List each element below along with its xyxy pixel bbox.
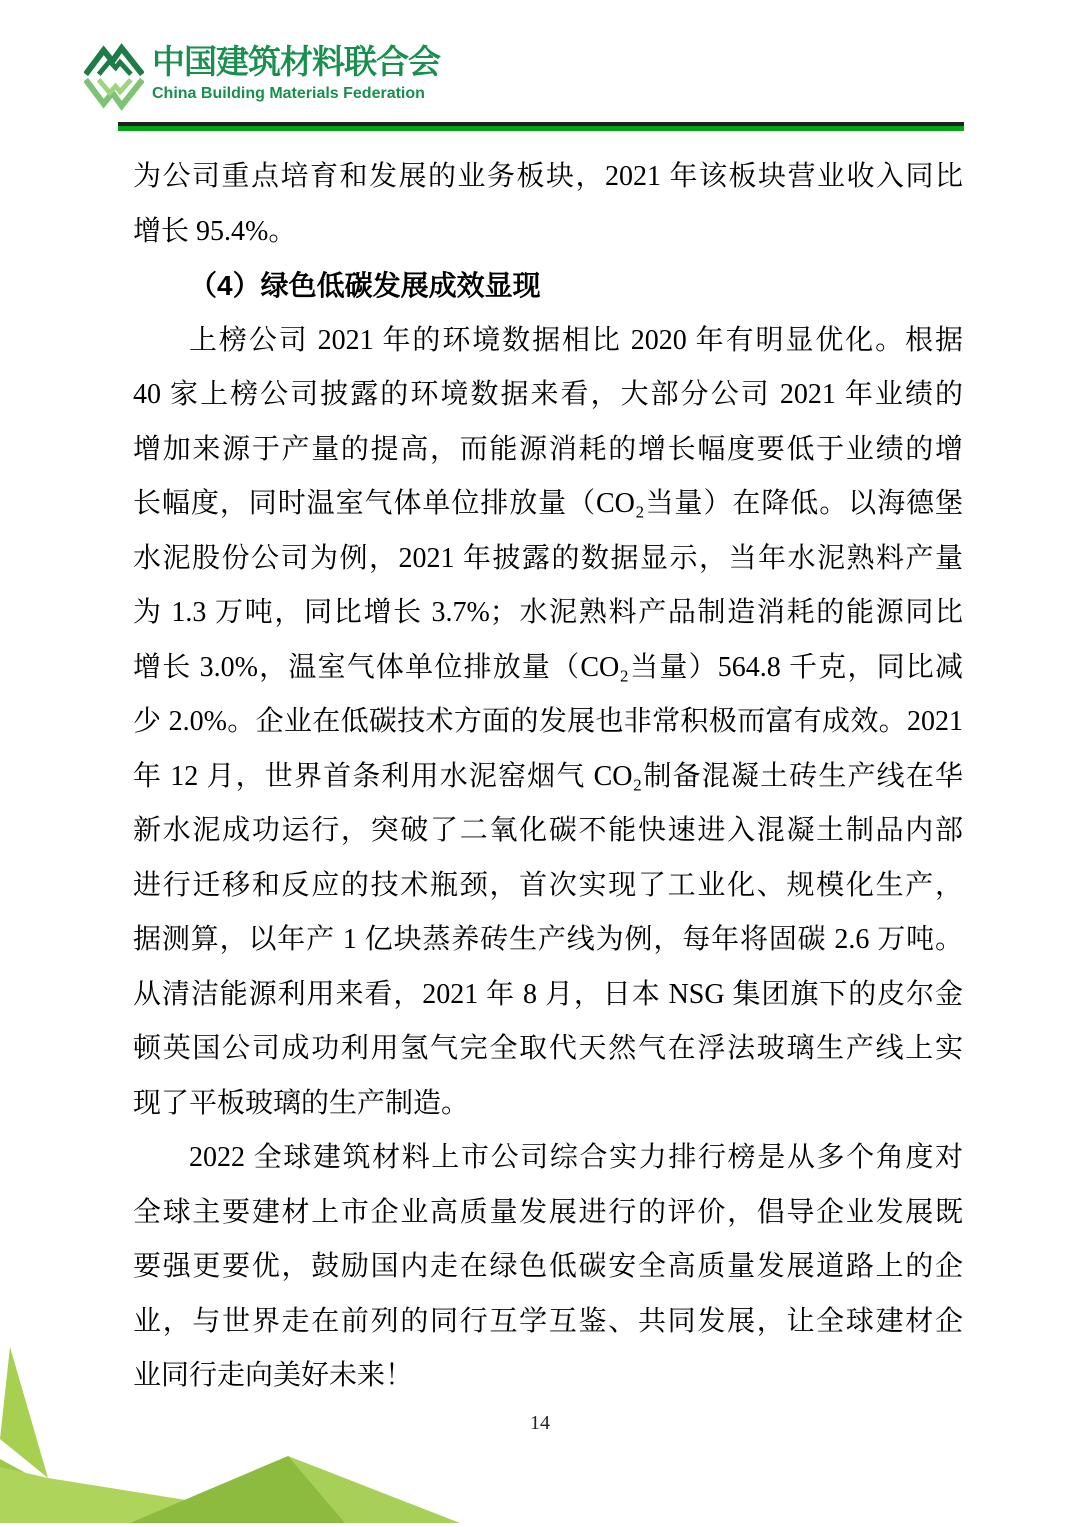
text-line: 要强更要优，鼓励国内走在绿色低碳安全高质量发展道路上的企 — [133, 1251, 963, 1282]
page-number: 14 — [530, 1412, 550, 1434]
header-divider — [118, 122, 964, 131]
text-line: 业，与世界走在前列的同行互学互鉴、共同发展，让全球建材企 — [133, 1305, 963, 1337]
text-line: 年 12 月，世界首条利用水泥窑烟气 CO₂制备混凝土砖生产线在华 — [133, 760, 963, 792]
text-line: 为公司重点培育和发展的业务板块，2021 年该板块营业收入同比 — [133, 161, 963, 192]
text-line: 据测算，以年产 1 亿块蒸养砖生产线为例，每年将固碳 2.6 万吨。 — [133, 924, 963, 955]
text-line: 新水泥成功运行，突破了二氧化碳不能快速进入混凝土制品内部 — [133, 815, 963, 846]
text-line: 增长 3.0%，温室气体单位排放量（CO₂当量）564.8 千克，同比减 — [133, 651, 963, 683]
text-line: 增加来源于产量的提高，而能源消耗的增长幅度要低于业绩的增 — [133, 433, 963, 465]
text-line: 顿英国公司成功利用氢气完全取代天然气在浮法玻璃生产线上实 — [133, 1033, 963, 1064]
document-body — [133, 150, 963, 1404]
text-line: 2022 全球建筑材料上市公司综合实力排行榜是从多个角度对 — [189, 1142, 963, 1173]
section-heading: （4）绿色低碳发展成效显现 — [189, 270, 541, 301]
logo-text — [152, 42, 440, 104]
text-line: 全球主要建材上市企业高质量发展进行的评价，倡导企业发展既 — [133, 1196, 963, 1228]
text-line: 40 家上榜公司披露的环境数据来看，大部分公司 2021 年业绩的 — [133, 379, 963, 410]
logo-mountain-icon — [84, 42, 144, 112]
org-name-english: China Building Materials Federation — [152, 85, 425, 102]
federation-logo — [84, 42, 440, 112]
text-line: 业同行走向美好未来！ — [133, 1360, 414, 1391]
org-name-chinese: 中国建筑材料联合会 — [152, 43, 440, 80]
text-line: 水泥股份公司为例，2021 年披露的数据显示，当年水泥熟料产量 — [133, 542, 963, 574]
text-line: 进行迁移和反应的技术瓶颈，首次实现了工业化、规模化生产， — [133, 869, 963, 901]
text-line: 从清洁能源利用来看，2021 年 8 月，日本 NSG 集团旗下的皮尔金 — [133, 978, 963, 1010]
text-line: 长幅度，同时温室气体单位排放量（CO₂当量）在降低。以海德堡 — [133, 488, 963, 519]
corner-decoration — [0, 1347, 460, 1523]
text-line: 增长 95.4%。 — [133, 215, 297, 247]
text-line: 少 2.0%。企业在低碳技术方面的发展也非常积极而富有成效。2021 — [133, 706, 963, 737]
text-line: 为 1.3 万吨，同比增长 3.7%；水泥熟料产品制造消耗的能源同比 — [133, 597, 963, 628]
text-line: 现了平板玻璃的生产制造。 — [133, 1087, 470, 1119]
text-line: 上榜公司 2021 年的环境数据相比 2020 年有明显优化。根据 — [189, 324, 963, 356]
